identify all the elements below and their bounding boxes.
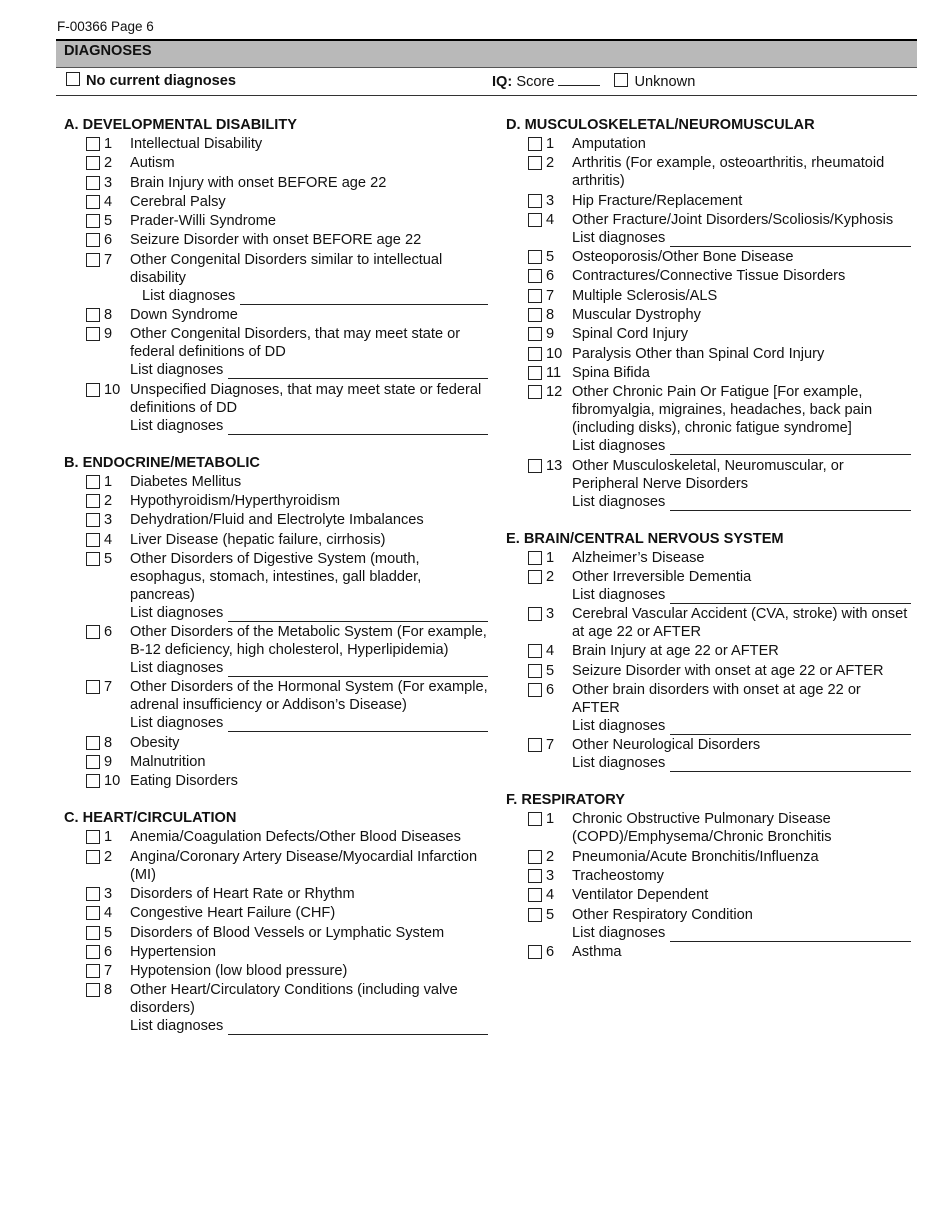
- list-diagnoses-input[interactable]: [670, 720, 911, 735]
- list-diagnoses-input[interactable]: [670, 927, 911, 942]
- checklist-item: 2 Other Irreversible Dementia List diagnoses: [506, 568, 911, 604]
- iq-label: IQ:: [492, 74, 513, 90]
- item-checkbox[interactable]: [528, 459, 542, 473]
- item-checkbox[interactable]: [86, 475, 100, 489]
- list-diagnoses-field: List diagnoses: [572, 229, 911, 247]
- checklist-item: 9 Malnutrition: [64, 753, 488, 771]
- list-diagnoses-input[interactable]: [670, 496, 911, 511]
- list-diagnoses-input[interactable]: [228, 364, 488, 379]
- section-title: E. BRAIN/CENTRAL NERVOUS SYSTEM: [506, 530, 784, 547]
- checklist-item: 7 Other Congenital Disorders similar to intellectual disability List diagnoses: [64, 251, 488, 305]
- item-checkbox[interactable]: [86, 383, 100, 397]
- item-checkbox[interactable]: [86, 176, 100, 190]
- form-id: F-00366 Page 6: [57, 19, 154, 34]
- checklist-item: 8 Down Syndrome: [64, 306, 488, 324]
- list-diagnoses-field: List diagnoses: [130, 361, 488, 379]
- item-checkbox[interactable]: [528, 683, 542, 697]
- left-column: [64, 116, 488, 1054]
- list-diagnoses-input[interactable]: [670, 757, 911, 772]
- checklist-item: 8 Other Heart/Circulatory Conditions (including valve disorders) List diagnoses: [64, 981, 488, 1035]
- checklist-item: 4 Other Fracture/Joint Disorders/Scoliosis/Kyphosis List diagnoses: [506, 211, 911, 247]
- item-checkbox[interactable]: [86, 850, 100, 864]
- checklist-item: 12 Other Chronic Pain Or Fatigue [For example, fibromyalgia, migraines, headaches, back pain (including disks), chronic fatigue syndrome] List diagnoses: [506, 383, 911, 455]
- section-title: D. MUSCULOSKELETAL/NEUROMUSCULAR: [506, 117, 815, 133]
- iq-unknown-checkbox[interactable]: [614, 73, 628, 87]
- checklist-item: 3 Hip Fracture/Replacement: [506, 192, 911, 210]
- list-diagnoses-field: List diagnoses: [572, 754, 911, 772]
- checklist-item: 2 Autism: [64, 154, 488, 172]
- checklist-item: 6 Contractures/Connective Tissue Disorders: [506, 267, 911, 285]
- section-c: [64, 809, 488, 1035]
- checklist-item: 6 Other brain disorders with onset at age 22 or AFTER List diagnoses: [506, 681, 911, 735]
- checklist-item: 13 Other Musculoskeletal, Neuromuscular, or Peripheral Nerve Disorders List diagnoses: [506, 457, 911, 511]
- item-checkbox[interactable]: [86, 945, 100, 959]
- checklist-item: 8 Muscular Dystrophy: [506, 306, 911, 324]
- item-checkbox[interactable]: [86, 253, 100, 267]
- list-diagnoses-field: List diagnoses: [130, 659, 488, 677]
- checklist-item: 6 Hypertension: [64, 943, 488, 961]
- item-checkbox[interactable]: [86, 755, 100, 769]
- checklist-item: 1 Anemia/Coagulation Defects/Other Blood Diseases: [64, 828, 488, 846]
- checklist-item: 3 Dehydration/Fluid and Electrolyte Imbalances: [64, 511, 488, 529]
- checklist-item: 4 Ventilator Dependent: [506, 886, 911, 904]
- item-checkbox[interactable]: [528, 194, 542, 208]
- item-checkbox[interactable]: [528, 644, 542, 658]
- checklist-item: 1 Alzheimer’s Disease: [506, 549, 911, 567]
- checklist-item: 4 Congestive Heart Failure (CHF): [64, 904, 488, 922]
- item-checkbox[interactable]: [528, 908, 542, 922]
- checklist-item: 7 Multiple Sclerosis/ALS: [506, 287, 911, 305]
- item-checkbox[interactable]: [86, 906, 100, 920]
- item-checkbox[interactable]: [86, 887, 100, 901]
- list-diagnoses-field: List diagnoses: [572, 437, 911, 455]
- checklist-item: 4 Brain Injury at age 22 or AFTER: [506, 642, 911, 660]
- no-current-checkbox[interactable]: [66, 72, 80, 86]
- item-checkbox[interactable]: [86, 926, 100, 940]
- list-diagnoses-field: List diagnoses: [572, 586, 911, 604]
- iq-score-label: Score: [516, 74, 555, 90]
- iq-unknown-label: Unknown: [634, 74, 696, 90]
- list-diagnoses-field: List diagnoses: [130, 714, 488, 732]
- checklist-item: 2 Pneumonia/Acute Bronchitis/Influenza: [506, 848, 911, 866]
- checklist-item: 5 Seizure Disorder with onset at age 22 or AFTER: [506, 662, 911, 680]
- checklist-item: 5 Other Respiratory Condition List diagnoses: [506, 906, 911, 942]
- list-diagnoses-field: List diagnoses: [130, 604, 488, 622]
- list-diagnoses-input[interactable]: [670, 440, 911, 455]
- item-checkbox[interactable]: [86, 195, 100, 209]
- section-d: [506, 116, 911, 511]
- list-diagnoses-input[interactable]: [228, 1020, 488, 1035]
- item-checkbox[interactable]: [86, 513, 100, 527]
- checklist-item: 1 Chronic Obstructive Pulmonary Disease (COPD)/Emphysema/Chronic Bronchitis: [506, 810, 911, 846]
- section-e: [506, 530, 911, 773]
- checklist-item: 2 Arthritis (For example, osteoarthritis, rheumatoid arthritis): [506, 154, 911, 190]
- item-checkbox[interactable]: [86, 214, 100, 228]
- section-a: [64, 116, 488, 435]
- item-checkbox[interactable]: [86, 494, 100, 508]
- checklist-item: 10 Unspecified Diagnoses, that may meet state or federal definitions of DD List diagnoses: [64, 381, 488, 435]
- section-f: [506, 791, 911, 960]
- checklist-item: 9 Spinal Cord Injury: [506, 325, 911, 343]
- list-diagnoses-field: List diagnoses: [572, 717, 911, 735]
- list-diagnoses-input[interactable]: [670, 232, 911, 247]
- item-checkbox[interactable]: [528, 156, 542, 170]
- item-checkbox[interactable]: [528, 551, 542, 565]
- list-diagnoses-input[interactable]: [228, 717, 488, 732]
- checklist-item: 3 Disorders of Heart Rate or Rhythm: [64, 885, 488, 903]
- list-diagnoses-input[interactable]: [228, 662, 488, 677]
- item-checkbox[interactable]: [528, 812, 542, 826]
- item-checkbox[interactable]: [86, 983, 100, 997]
- checklist-item: 2 Angina/Coronary Artery Disease/Myocardial Infarction (MI): [64, 848, 488, 884]
- list-diagnoses-field: List diagnoses: [572, 924, 911, 942]
- section-b: [64, 454, 488, 791]
- checklist-item: 5 Other Disorders of Digestive System (mouth, esophagus, stomach, intestines, gall bladder, pancreas) List diagnoses: [64, 550, 488, 622]
- checklist-item: 5 Osteoporosis/Other Bone Disease: [506, 248, 911, 266]
- right-column: [506, 116, 911, 980]
- item-checkbox[interactable]: [528, 308, 542, 322]
- checklist-item: 4 Cerebral Palsy: [64, 193, 488, 211]
- item-checkbox[interactable]: [528, 250, 542, 264]
- checklist-item: 1 Diabetes Mellitus: [64, 473, 488, 491]
- item-checkbox[interactable]: [86, 625, 100, 639]
- item-checkbox[interactable]: [528, 269, 542, 283]
- diagnoses-header-band: [56, 41, 917, 68]
- checklist-item: 3 Tracheostomy: [506, 867, 911, 885]
- checklist-item: 6 Seizure Disorder with onset BEFORE age 22: [64, 231, 488, 249]
- item-checkbox[interactable]: [528, 213, 542, 227]
- item-checkbox[interactable]: [528, 945, 542, 959]
- item-checkbox[interactable]: [86, 830, 100, 844]
- diagnoses-title: DIAGNOSES: [64, 43, 152, 59]
- checklist-item: 7 Hypotension (low blood pressure): [64, 962, 488, 980]
- item-checkbox[interactable]: [528, 327, 542, 341]
- checklist-item: 10 Paralysis Other than Spinal Cord Injury: [506, 345, 911, 363]
- item-checkbox[interactable]: [528, 137, 542, 151]
- checklist-item: 7 Other Disorders of the Hormonal System (For example, adrenal insufficiency or Addison’s Disease) List diagnoses: [64, 678, 488, 732]
- list-diagnoses-field: List diagnoses: [130, 1017, 488, 1035]
- section-title: B. ENDOCRINE/METABOLIC: [64, 454, 260, 471]
- no-current-label: No current diagnoses: [86, 73, 237, 89]
- item-checkbox[interactable]: [86, 552, 100, 566]
- checklist-item: 7 Other Neurological Disorders List diagnoses: [506, 736, 911, 772]
- checklist-item: 9 Other Congenital Disorders, that may meet state or federal definitions of DD List diagnoses: [64, 325, 488, 379]
- section-title: F. RESPIRATORY: [506, 792, 625, 809]
- item-checkbox[interactable]: [528, 607, 542, 621]
- item-checkbox[interactable]: [528, 738, 542, 752]
- diagnoses-subheader: [56, 67, 917, 96]
- checklist-item: 3 Brain Injury with onset BEFORE age 22: [64, 174, 488, 192]
- item-checkbox[interactable]: [86, 156, 100, 170]
- list-diagnoses-input[interactable]: [228, 607, 488, 622]
- checklist-item: 6 Other Disorders of the Metabolic System (For example, B-12 deficiency, high cholesterol, Hyperlipidemia) List diagnoses: [64, 623, 488, 677]
- section-title: C. HEART/CIRCULATION: [64, 810, 237, 827]
- item-checkbox[interactable]: [528, 869, 542, 883]
- checklist-item: 2 Hypothyroidism/Hyperthyroidism: [64, 492, 488, 510]
- iq-field: [492, 73, 695, 90]
- item-checkbox[interactable]: [86, 533, 100, 547]
- item-checkbox[interactable]: [86, 964, 100, 978]
- item-checkbox[interactable]: [86, 308, 100, 322]
- item-checkbox[interactable]: [86, 736, 100, 750]
- checklist-item: 1 Intellectual Disability: [64, 135, 488, 153]
- list-diagnoses-field: List diagnoses: [572, 493, 911, 511]
- item-checkbox[interactable]: [528, 850, 542, 864]
- checklist-item: 10 Eating Disorders: [64, 772, 488, 790]
- list-diagnoses-input[interactable]: [670, 589, 911, 604]
- checklist-item: 4 Liver Disease (hepatic failure, cirrhosis): [64, 531, 488, 549]
- item-checkbox[interactable]: [86, 137, 100, 151]
- item-checkbox[interactable]: [528, 664, 542, 678]
- item-checkbox[interactable]: [528, 289, 542, 303]
- no-current-diagnoses: [66, 73, 236, 89]
- item-checkbox[interactable]: [528, 570, 542, 584]
- item-checkbox[interactable]: [86, 327, 100, 341]
- item-checkbox[interactable]: [528, 888, 542, 902]
- checklist-item: 11 Spina Bifida: [506, 364, 911, 382]
- item-checkbox[interactable]: [86, 774, 100, 788]
- item-checkbox[interactable]: [86, 233, 100, 247]
- checklist-item: 3 Cerebral Vascular Accident (CVA, stroke) with onset at age 22 or AFTER: [506, 605, 911, 641]
- checklist-item: 5 Disorders of Blood Vessels or Lymphatic System: [64, 924, 488, 942]
- iq-score-input[interactable]: [558, 73, 600, 86]
- checklist-item: 8 Obesity: [64, 734, 488, 752]
- item-checkbox[interactable]: [528, 347, 542, 361]
- item-checkbox[interactable]: [528, 385, 542, 399]
- list-diagnoses-input[interactable]: [240, 290, 488, 305]
- list-diagnoses-field: List diagnoses: [142, 287, 488, 305]
- item-checkbox[interactable]: [528, 366, 542, 380]
- checklist-item: 5 Prader-Willi Syndrome: [64, 212, 488, 230]
- item-checkbox[interactable]: [86, 680, 100, 694]
- list-diagnoses-input[interactable]: [228, 420, 488, 435]
- checklist-item: 1 Amputation: [506, 135, 911, 153]
- section-title: A. DEVELOPMENTAL DISABILITY: [64, 117, 297, 133]
- list-diagnoses-field: List diagnoses: [130, 417, 488, 435]
- checklist-item: 6 Asthma: [506, 943, 911, 961]
